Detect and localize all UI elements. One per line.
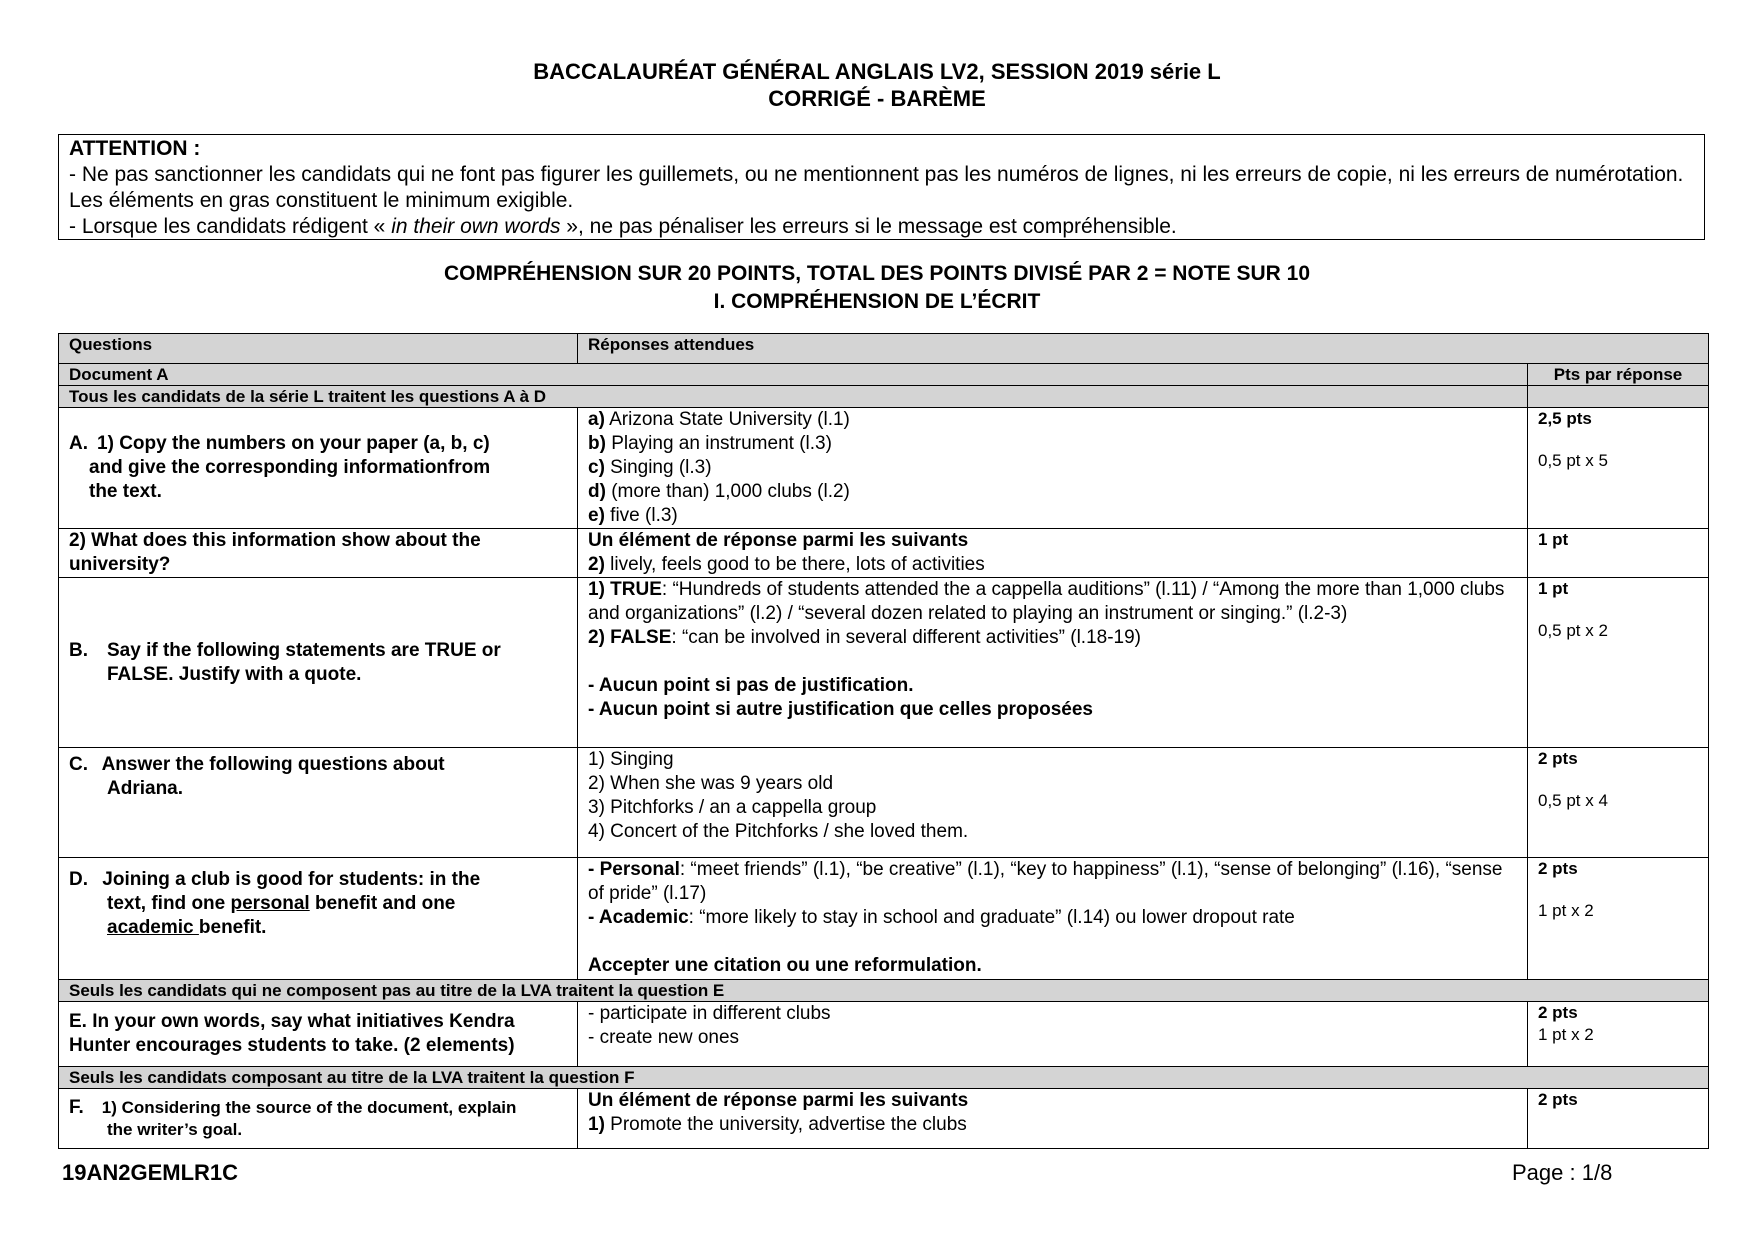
points-total: 2,5 pts: [1538, 409, 1592, 428]
attention-box: [58, 134, 1705, 240]
question-a1: [59, 408, 578, 529]
attention-rule-2-start: - Lorsque les candidats rédigent «: [69, 215, 392, 238]
answer-heading: Un élément de réponse parmi les suivants: [588, 530, 969, 551]
question-line: the text.: [89, 481, 162, 502]
question-line: the writer’s goal.: [107, 1120, 243, 1139]
answer-key: 2): [588, 554, 605, 575]
answer-line: [588, 553, 1517, 577]
answer-line: [588, 1113, 1517, 1137]
answer-line: [588, 408, 1517, 432]
section-heading: [0, 260, 1754, 316]
table-row: [59, 1089, 1709, 1149]
answer-key: e): [588, 505, 605, 526]
answer-text: : “can be involved in several different activities” (l.18-19): [671, 627, 1141, 648]
answer-line: [588, 578, 1517, 626]
answer-text: Promote the university, advertise the clubs: [604, 1114, 967, 1135]
question-line: Adriana.: [107, 778, 184, 799]
lva-note: Seuls les candidats composant au titre de la LVA traitent la question F: [59, 1067, 1709, 1089]
answer-text: : “more likely to stay in school and graduate” (l.14) ou lower dropout rate: [688, 907, 1295, 928]
table-row: [59, 408, 1709, 529]
table-row: [59, 529, 1709, 578]
answers-d: [578, 858, 1528, 980]
answer-key: d): [588, 481, 606, 502]
answer-line: - participate in different clubs: [588, 1003, 831, 1024]
points-detail: 0,5 pt x 4: [1538, 791, 1608, 810]
answer-text: Playing an instrument (l.3): [605, 433, 832, 454]
empty-cell: [1528, 386, 1709, 408]
table-row: [59, 578, 1709, 748]
attention-rule-2-end: », ne pas pénaliser les erreurs si le message est compréhensible.: [560, 215, 1177, 238]
points-a1: [1528, 408, 1709, 529]
all-candidates-row: [59, 386, 1709, 408]
header-subtitle: CORRIGÉ - BARÈME: [768, 86, 986, 111]
answer-key: c): [588, 457, 605, 478]
points-total: 2 pts: [1538, 749, 1578, 768]
question-line: Copy the numbers on your paper (a, b, c): [119, 433, 490, 454]
question-number: 1): [97, 433, 114, 454]
question-line: [69, 892, 567, 916]
answer-line: [588, 906, 1517, 930]
question-e: [59, 1002, 578, 1067]
all-candidates-note: Tous les candidats de la série L traitent les questions A à D: [59, 386, 1528, 408]
answer-line: [588, 504, 1517, 528]
answer-text: (more than) 1,000 clubs (l.2): [605, 481, 850, 502]
answer-heading: Un élément de réponse parmi les suivants: [588, 1090, 969, 1111]
answer-key: a): [588, 409, 605, 430]
attention-rule-2: [69, 214, 1694, 240]
answers-c: [578, 748, 1528, 858]
col-answers: Réponses attendues: [578, 334, 1709, 364]
points-d: [1528, 858, 1709, 980]
points-e: [1528, 1002, 1709, 1067]
col-questions: Questions: [59, 334, 578, 364]
question-letter: C.: [69, 754, 88, 775]
question-line: Hunter encourages students to take. (2 elements): [69, 1035, 515, 1056]
answer-line: 1) Singing: [588, 749, 674, 770]
question-b: [59, 578, 578, 748]
points-detail: 1 pt x 2: [1538, 901, 1594, 920]
question-a2: 2) What does this information show about the university?: [59, 529, 578, 578]
answer-line: [588, 858, 1517, 906]
answer-key: b): [588, 433, 606, 454]
question-letter: B.: [69, 639, 88, 661]
points-f: [1528, 1089, 1709, 1149]
answer-key: 2) FALSE: [588, 627, 672, 648]
answer-line: - create new ones: [588, 1027, 740, 1048]
question-line: 1) Considering the source of the document, explain: [101, 1098, 517, 1117]
question-letter: D.: [69, 869, 88, 890]
table-row: [59, 748, 1709, 858]
answers-e: [578, 1002, 1528, 1067]
points-total: 2 pts: [1538, 1003, 1578, 1022]
points-detail: 1 pt x 2: [1538, 1025, 1594, 1044]
answer-line: [588, 480, 1517, 504]
answer-text: : “meet friends” (l.1), “be creative” (l.1), “key to happiness” (l.1), “sense of belonging” (l.16), “sense of pride” (l.17): [588, 859, 1503, 904]
table-row: [59, 858, 1709, 980]
lva-row: [59, 1067, 1709, 1089]
answer-line: [588, 432, 1517, 456]
question-line: E. In your own words, say what initiatives Kendra: [69, 1011, 515, 1032]
answer-line: [588, 626, 1517, 650]
question-text: benefit.: [198, 917, 267, 938]
points-detail: 0,5 pt x 5: [1538, 451, 1608, 470]
answer-text: : “Hundreds of students attended the a cappella auditions” (l.11) / “Among the more than 1,000 clubs and organizations” (l.2) / “several dozen related to playing an instrument or singing.” (l.2-3): [588, 579, 1505, 624]
answer-key: 1) TRUE: [588, 579, 662, 600]
answer-text: Arizona State University (l.1): [604, 409, 850, 430]
question-underlined: academic: [107, 917, 199, 938]
question-underlined: personal: [230, 893, 310, 914]
points-total: 1 pt: [1538, 579, 1569, 598]
answer-note: - Aucun point si pas de justification.: [588, 675, 914, 696]
question-text: benefit and one: [309, 893, 456, 914]
page-number: Page : 1/8: [1512, 1160, 1613, 1185]
answers-a2: [578, 529, 1528, 578]
answers-f: [578, 1089, 1528, 1149]
non-lva-row: [59, 980, 1709, 1002]
points-total: 1 pt: [1538, 530, 1569, 549]
attention-rule-1: - Ne pas sanctionner les candidats qui ne font pas figurer les guillemets, ou ne mentionnent pas les numéros de lignes, ni les erreurs de copie, ni les erreurs de numérotation. Les éléments en gras constituent le minimum exigible.: [69, 163, 1684, 212]
answer-note: - Aucun point si autre justification que celles proposées: [588, 699, 1093, 720]
answer-line: 4) Concert of the Pitchforks / she loved them.: [588, 821, 969, 842]
answers-a1: [578, 408, 1528, 529]
question-text: Say if the following statements are TRUE or FALSE. Justify with a quote.: [107, 639, 501, 685]
section-title: COMPRÉHENSION SUR 20 POINTS, TOTAL DES POINTS DIVISÉ PAR 2 = NOTE SUR 10: [443, 262, 1311, 285]
answer-key: 1): [588, 1114, 605, 1135]
table-row: [59, 1002, 1709, 1067]
answers-b: [578, 578, 1528, 748]
answer-line: 2) When she was 9 years old: [588, 773, 834, 794]
question-line: Answer the following questions about: [101, 754, 445, 775]
points-detail: 0,5 pt x 2: [1538, 621, 1608, 640]
question-line: and give the corresponding informationfrom: [89, 457, 491, 478]
answer-text: five (l.3): [604, 505, 678, 526]
section-subtitle: I. COMPRÉHENSION DE L’ÉCRIT: [713, 290, 1041, 313]
question-text: text, find one: [107, 893, 231, 914]
question-d: [59, 858, 578, 980]
attention-rule-2-italic: in their own words: [391, 215, 561, 238]
points-total: 2 pts: [1538, 1090, 1578, 1109]
answer-line: 3) Pitchforks / an a cappella group: [588, 797, 877, 818]
non-lva-note: Seuls les candidats qui ne composent pas au titre de la LVA traitent la question E: [59, 980, 1709, 1002]
points-total: 2 pts: [1538, 859, 1578, 878]
question-line: [69, 916, 567, 940]
document-code: 19AN2GEMLR1C: [62, 1160, 239, 1185]
attention-title: ATTENTION :: [69, 137, 201, 160]
answer-key: - Personal: [588, 859, 680, 880]
pts-header: Pts par réponse: [1528, 364, 1709, 386]
document-header: [0, 58, 1754, 112]
document-label: Document A: [59, 364, 1528, 386]
question-c: [59, 748, 578, 858]
answer-key: - Academic: [588, 907, 689, 928]
question-letter: F.: [69, 1097, 84, 1118]
answer-text: lively, feels good to be there, lots of activities: [604, 554, 985, 575]
answer-line: [588, 456, 1517, 480]
document-row: [59, 364, 1709, 386]
question-f: [59, 1089, 578, 1149]
points-a2: [1528, 529, 1709, 578]
header-title: BACCALAURÉAT GÉNÉRAL ANGLAIS LV2, SESSION 2019 série L: [533, 59, 1221, 84]
question-line: Joining a club is good for students: in the: [102, 869, 481, 890]
points-b: [1528, 578, 1709, 748]
answer-text: Singing (l.3): [604, 457, 712, 478]
answer-note: Accepter une citation ou une reformulation.: [588, 955, 982, 976]
points-c: [1528, 748, 1709, 858]
question-letter: A.: [69, 433, 88, 454]
table-header-row: [59, 334, 1709, 364]
grading-table: [58, 333, 1709, 1149]
